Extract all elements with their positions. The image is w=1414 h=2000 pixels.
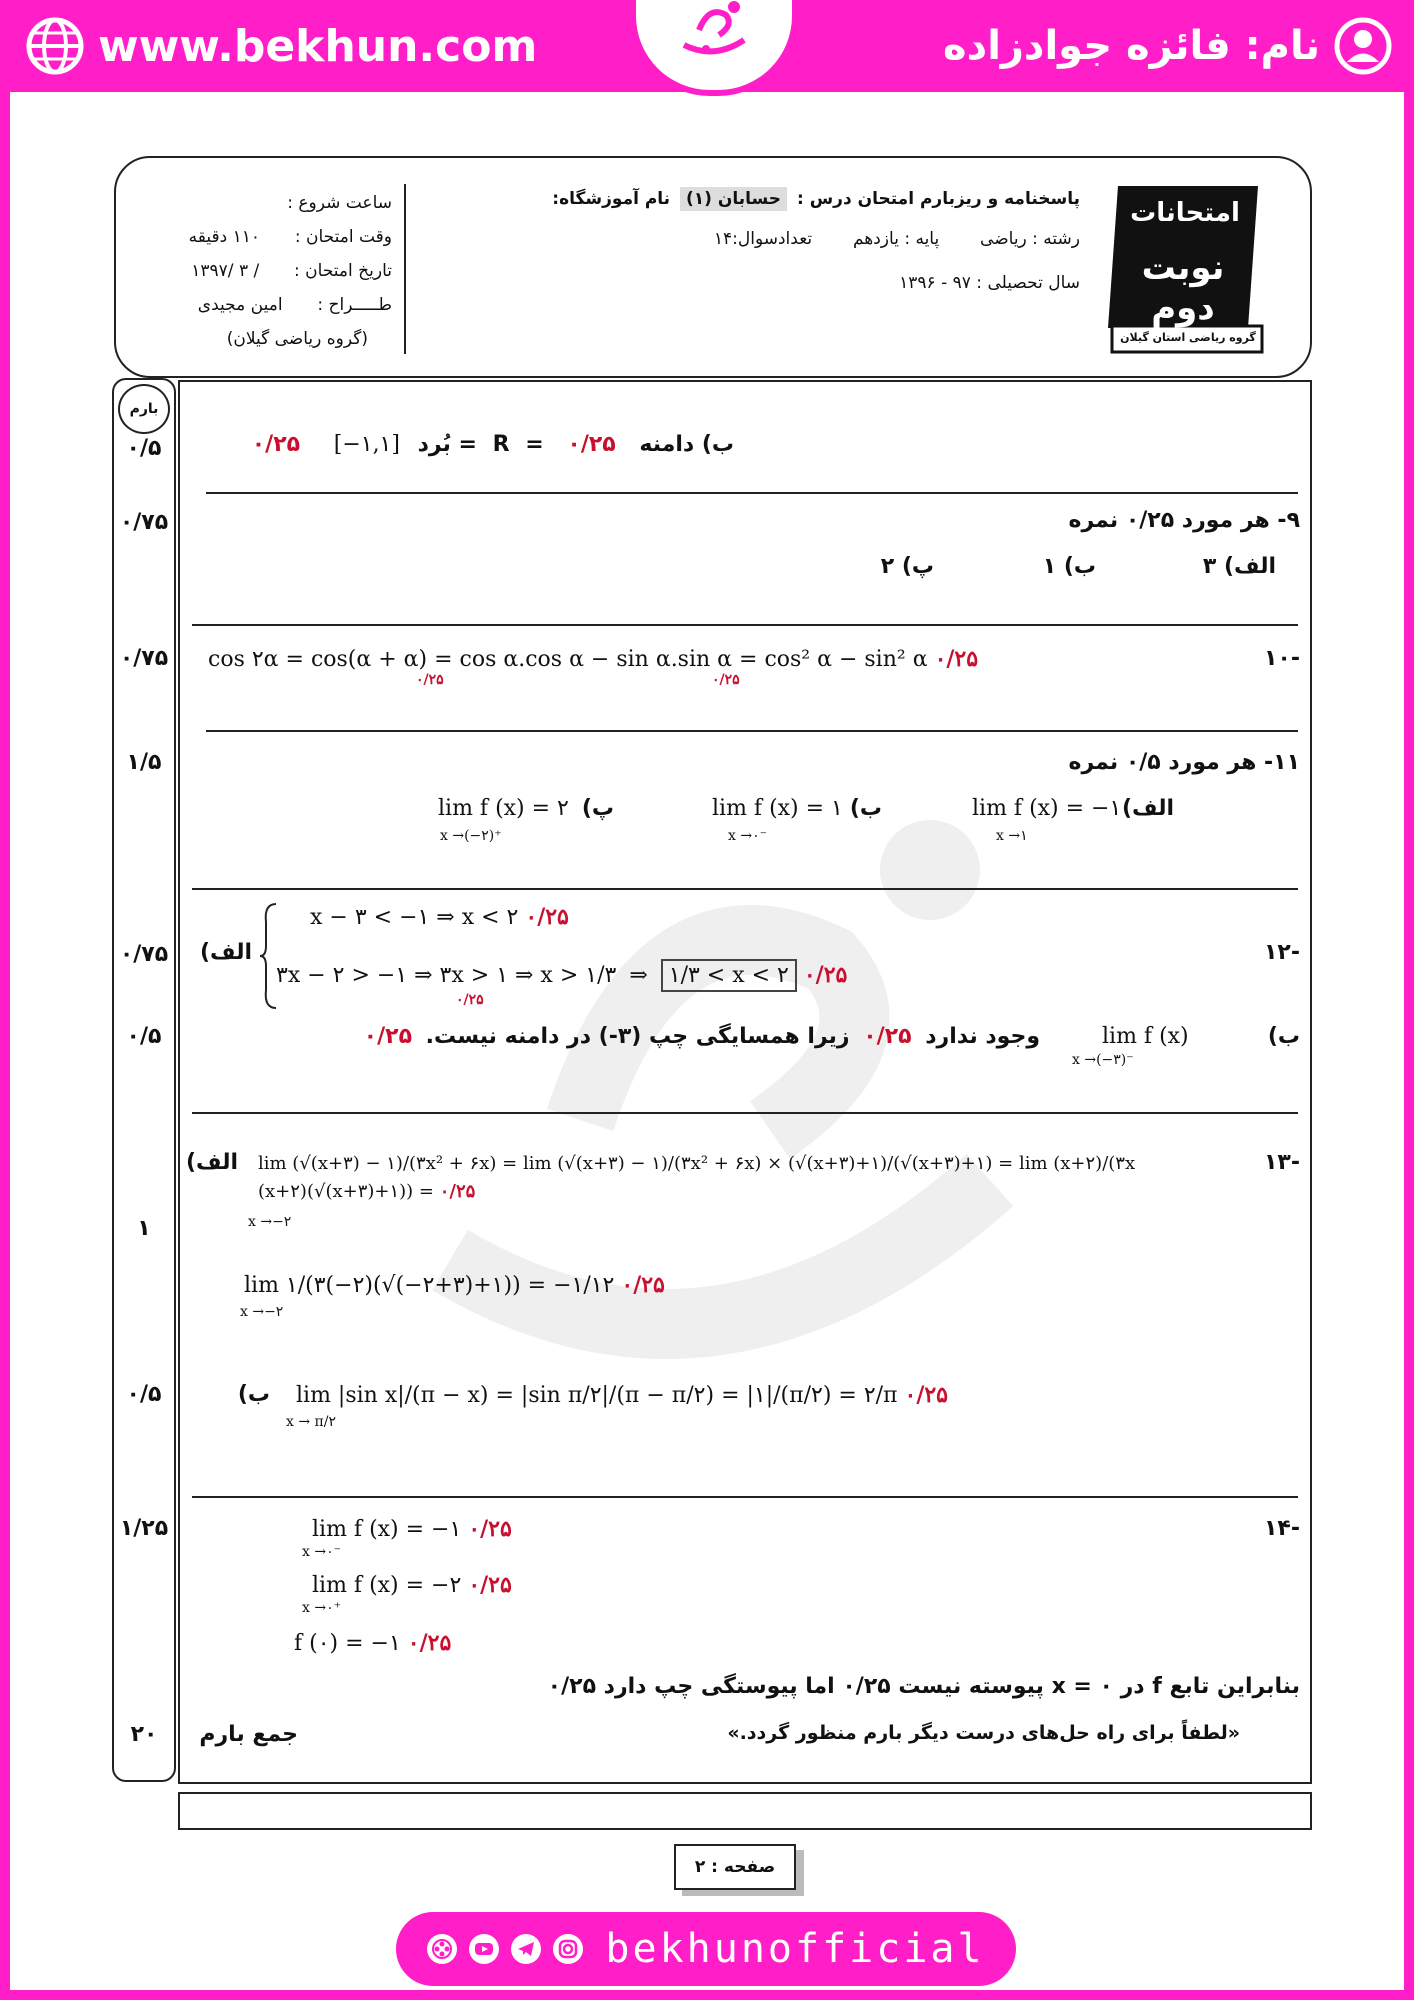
barem-header: بارم — [118, 384, 170, 434]
score-q10: ۰/۷۵ — [119, 646, 169, 671]
brace-icon — [258, 902, 278, 1010]
q8b-pts-2: ۰/۲۵ — [251, 432, 301, 457]
q8b-line — [252, 432, 734, 457]
q9-a: الف) ۳ — [1202, 554, 1276, 579]
score-q8b: ۰/۵ — [126, 436, 162, 461]
q13-a-sub: x →−۲ — [248, 1214, 292, 1230]
score-q14: ۱/۲۵ — [119, 1516, 169, 1541]
q12-b-text1: وجود ندارد — [925, 1024, 1040, 1049]
q12-line2: ۳x − ۲ > −۱ ⇒ ۳x > ۱ ⇒ x > ۱/۳ ⇒ ۱/۳ < x < ۲ ۰/۲۵ — [276, 962, 847, 988]
exam-stamp — [1108, 178, 1270, 358]
q8b-eq: = — [525, 432, 544, 457]
q13-a-label: الف) — [185, 1150, 238, 1175]
q13-b-label: ب) — [237, 1382, 270, 1407]
score-q12a: ۰/۷۵ — [119, 942, 169, 967]
score-total: ۲۰ — [130, 1722, 158, 1747]
date-label: تاریخ امتحان : — [294, 261, 392, 281]
score-column — [112, 378, 176, 1782]
q14-pts-2: ۰/۲۵ — [468, 1572, 512, 1598]
header-title-prefix: پاسخنامه و ریزبارم امتحان درس : — [796, 189, 1080, 209]
q9-b: ب) ۱ — [1042, 554, 1096, 579]
course-name: حسابان (۱) — [680, 187, 787, 211]
q14-pts-3: ۰/۲۵ — [407, 1630, 452, 1656]
q11-b-sub: x →۰⁻ — [728, 828, 767, 844]
q13-a-line2-text: lim ۱/(۳(−۲)(√(−۲+۳)+۱)) = −۱/۱۲ — [244, 1273, 615, 1298]
aparat-icon[interactable] — [427, 1934, 457, 1964]
q12-b-limit: lim f (x) — [1102, 1024, 1189, 1049]
score-q13a: ۱ — [137, 1216, 151, 1241]
q14-line3 — [294, 1630, 451, 1656]
q10-pts-1: ۰/۲۵ — [416, 672, 444, 688]
q12-b-label: ب) — [1267, 1024, 1300, 1049]
stamp-line2: نوبت دوم — [1141, 248, 1225, 328]
q12-line1 — [310, 904, 569, 930]
q14-num: -۱۴ — [1264, 1516, 1300, 1541]
q10-num: -۱۰ — [1264, 646, 1300, 671]
q9-c: پ) ۲ — [880, 554, 934, 579]
divider — [192, 624, 1298, 626]
q13-a-line1-text: lim (√(x+۳) − ۱)/(۳x² + ۶x) = lim (√(x+۳) − ۱)/(۳x² + ۶x) × (√(x+۳)+۱)/(√(x+۳)+۱) = lim (x+۲)/(۳x (x+۲)(√(x+۳)+۱)) = — [258, 1153, 1136, 1202]
stamp-line1: امتحانات — [1130, 198, 1240, 228]
q11-a-sub: x →۱ — [996, 828, 1028, 844]
q10-pts-2: ۰/۲۵ — [712, 672, 740, 688]
divider — [192, 1496, 1298, 1498]
social-handle[interactable]: bekhunofficial — [605, 1926, 985, 1972]
duration-label: وقت امتحان : — [294, 227, 392, 247]
q11-b-label: ب) — [849, 796, 882, 821]
q12-line1-text: x − ۳ < −۱ ⇒ x < ۲ — [310, 905, 519, 930]
group-text: (گروه ریاضی گیلان) — [226, 329, 368, 349]
website-text: www.bekhun.com — [98, 20, 538, 72]
user-icon — [1334, 17, 1392, 75]
question-count-text: تعدادسوال:۱۴ — [713, 229, 813, 249]
header-left-info — [132, 186, 392, 356]
footer-empty-box — [178, 1792, 1312, 1830]
q8b-range-label: = بُرد — [417, 432, 477, 457]
q12-pts-3: ۰/۲۵ — [456, 992, 484, 1008]
academic-year: سال تحصیلی : ۹۷ - ۱۳۹۶ — [899, 273, 1080, 293]
q9-title: ۹- هر مورد ۰/۲۵ نمره — [1068, 508, 1300, 533]
grade-text: پایه : یازدهم — [852, 229, 940, 249]
q12-line2-text: ۳x − ۲ > −۱ ⇒ ۳x > ۱ ⇒ x > ۱/۳ — [276, 963, 617, 988]
q10-expr-text: cos ۲α = cos(α + α) = cos α.cos α − sin α.sin α = cos² α − sin² α — [208, 647, 928, 672]
q13-b-line — [296, 1382, 948, 1408]
score-q12b: ۰/۵ — [126, 1024, 162, 1049]
school-label: نام آموزشگاه: — [552, 189, 671, 209]
header-info-line — [714, 222, 1080, 256]
stamp-line3: گروه ریاضی استان گیلان — [1120, 331, 1256, 344]
q13-b-line-text: lim |sin x|/(π − x) = |sin π/۲|/(π − π/۲) = |۱|/(π/۲) = ۲/π — [296, 1383, 898, 1408]
q11-a-expr: lim f (x) = −۱ — [972, 796, 1122, 821]
q12-result: ۱/۳ < x < ۲ — [661, 959, 797, 992]
q8b-label: ب) دامنه — [639, 432, 734, 457]
q11-b-expr: lim f (x) = ۱ — [712, 796, 843, 821]
q8b-domain: R — [492, 432, 510, 457]
q14-sub2: x →۰⁺ — [302, 1600, 341, 1616]
q8b-pts-1: ۰/۲۵ — [567, 432, 616, 457]
date-value: / ۳ /۱۳۹۷ — [191, 261, 260, 281]
divider — [192, 1112, 1298, 1114]
q14-line1 — [312, 1516, 512, 1542]
q12-num: -۱۲ — [1264, 940, 1300, 965]
q12-b-pts-1: ۰/۲۵ — [863, 1024, 912, 1049]
q11-a-label: الف) — [1121, 796, 1174, 821]
q11-c-expr: lim f (x) = ۲ — [438, 796, 569, 821]
q12-pts-1: ۰/۲۵ — [525, 904, 569, 930]
q14-line1-text: lim f (x) = −۱ — [312, 1517, 462, 1542]
q14-line3-text: f (۰) = −۱ — [294, 1631, 401, 1656]
page-number: صفحه : ۲ — [674, 1844, 796, 1890]
q13-a-line2 — [244, 1272, 665, 1298]
student-name-text: نام: فائزه جوادزاده — [943, 23, 1320, 69]
social-bar — [396, 1912, 1016, 1986]
divider — [192, 888, 1298, 890]
telegram-icon[interactable] — [511, 1934, 541, 1964]
website-link[interactable] — [26, 14, 537, 78]
q14-conclusion: بنابراین تابع f در x = ۰ پیوسته نیست ۰/۲۵ اما پیوستگی چپ دارد ۰/۲۵ — [547, 1674, 1300, 1699]
score-q11: ۱/۵ — [126, 750, 162, 775]
duration-value: ۱۱۰ دقیقه — [188, 227, 261, 247]
start-time-label: ساعت شروع : — [287, 193, 392, 213]
q12-b-text2: زیرا همسایگی چپ (۳-) در دامنه نیست. — [425, 1024, 850, 1049]
q10-pts-end: ۰/۲۵ — [934, 646, 979, 672]
q13-b-sub: x → π/۲ — [286, 1414, 336, 1430]
q12-pts-2: ۰/۲۵ — [803, 962, 848, 988]
q14-line2-text: lim f (x) = −۲ — [312, 1573, 462, 1598]
bekhun-logo-icon — [664, 0, 764, 65]
q14-note: «لطفاً برای راه حل‌های درست دیگر بارم منظور گردد.» — [727, 1722, 1240, 1744]
q10-expr — [208, 646, 978, 672]
designer-label: طـــــراح : — [317, 295, 392, 315]
q12-b-text — [364, 1024, 1040, 1049]
score-q9: ۰/۷۵ — [119, 510, 169, 535]
q13-a-pts-1: ۰/۲۵ — [439, 1181, 476, 1202]
q13-b-pts: ۰/۲۵ — [904, 1382, 948, 1408]
instagram-icon[interactable] — [553, 1934, 583, 1964]
header-title-line — [552, 182, 1080, 216]
field-text: رشته : ریاضی — [980, 229, 1080, 249]
divider — [206, 730, 1298, 732]
q12-b-pts-2: ۰/۲۵ — [363, 1024, 412, 1049]
q11-c-label: پ) — [581, 796, 614, 821]
q11-title: ۱۱- هر مورد ۰/۵ نمره — [1068, 750, 1300, 775]
q13-a-pts-2: ۰/۲۵ — [621, 1272, 665, 1298]
total-label: جمع بارم — [199, 1722, 298, 1747]
q11-c-sub: x →(−۲)⁺ — [440, 828, 502, 844]
q14-sub1: x →۰⁻ — [302, 1544, 341, 1560]
q13-num: -۱۳ — [1264, 1150, 1300, 1175]
header-divider — [404, 184, 406, 354]
q14-pts-1: ۰/۲۵ — [468, 1516, 512, 1542]
q14-line2 — [312, 1572, 512, 1598]
score-q13b: ۰/۵ — [126, 1382, 162, 1407]
q8b-range: [−۱,۱] — [333, 432, 400, 457]
student-name — [943, 14, 1392, 78]
q12-b-sub: x →(−۳)⁻ — [1072, 1052, 1134, 1068]
globe-icon — [26, 17, 84, 75]
q12-a-label: الف) — [199, 940, 252, 965]
divider — [206, 492, 1298, 494]
designer-value: امین مجیدی — [197, 295, 283, 315]
q13-a-sub-2: x →−۲ — [240, 1304, 284, 1320]
youtube-icon[interactable] — [469, 1934, 499, 1964]
q13-a-line1 — [258, 1150, 1158, 1206]
